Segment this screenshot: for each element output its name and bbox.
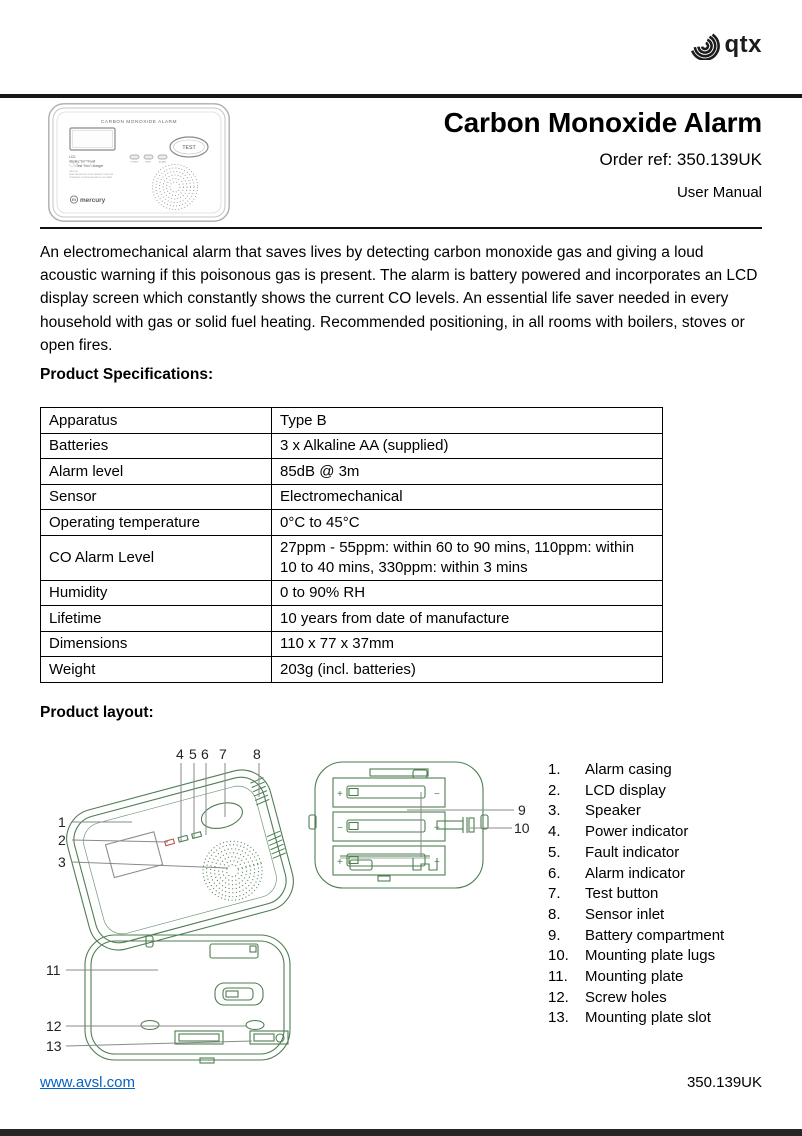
callout-8: 8 <box>253 746 261 762</box>
spec-label: Dimensions <box>41 631 272 657</box>
spec-label: Sensor <box>41 484 272 510</box>
caution-text-2: READ THE INSTRUCTIONS CAREFULLY BEFORE <box>69 174 114 176</box>
callout-12: 12 <box>46 1018 62 1034</box>
front-view-diagram <box>58 746 300 957</box>
website-link[interactable]: www.avsl.com <box>40 1074 136 1091</box>
list-item: 12. Screw holes <box>548 988 667 1006</box>
alarm-indicator-label: ALARM <box>159 161 166 164</box>
list-item: 1. Alarm casing <box>548 761 672 778</box>
mounting-plate-diagram <box>46 935 290 1063</box>
page-title: Carbon Monoxide Alarm <box>443 107 762 138</box>
parts-list <box>548 760 724 1029</box>
mercury-logo-text: mercury <box>80 197 106 204</box>
spec-row <box>41 408 663 434</box>
spec-label: Apparatus <box>41 408 272 434</box>
sound-wave-icon <box>691 30 721 60</box>
title-block <box>444 108 762 201</box>
svg-text:−: − <box>434 857 440 868</box>
list-item: 3. Speaker <box>548 802 641 820</box>
spec-row <box>41 433 663 459</box>
spec-value: 203g (incl. batteries) <box>272 657 663 683</box>
callout-1: 1 <box>58 814 66 830</box>
specs-heading: Product Specifications: <box>40 366 214 383</box>
svg-text:+: + <box>337 857 343 868</box>
spec-row <box>41 484 663 510</box>
svg-text:+: + <box>434 823 440 834</box>
callout-2: 2 <box>58 832 66 848</box>
list-item: 7. Test button <box>548 885 659 903</box>
spec-label: Operating temperature <box>41 510 272 536</box>
svg-text:−: − <box>337 823 343 834</box>
lcd-text-2: display:"Err"=Fault <box>69 159 96 164</box>
spec-value: 0°C to 45°C <box>272 510 663 536</box>
lcd-text-1: LCD <box>69 155 76 159</box>
screw-hole-right <box>246 1021 264 1030</box>
spec-row <box>41 657 663 683</box>
lcd-display <box>70 128 115 150</box>
footer-order-ref: 350.139UK <box>686 1074 762 1091</box>
spec-row <box>41 606 663 632</box>
spec-row <box>41 510 663 536</box>
layout-figure <box>40 745 545 1075</box>
spec-value: 110 x 77 x 37mm <box>272 631 663 657</box>
spec-value: 3 x Alkaline AA (supplied) <box>272 433 663 459</box>
callout-9: 9 <box>518 802 526 818</box>
hero-divider <box>40 227 762 229</box>
layout-heading: Product layout: <box>40 704 154 721</box>
svg-text:−: − <box>434 789 440 800</box>
product-photo <box>48 103 230 222</box>
spec-label: Batteries <box>41 433 272 459</box>
order-ref: Order ref: 350.139UK <box>599 150 762 169</box>
list-item: 13. Mounting plate slot <box>548 1009 711 1027</box>
list-item: 4. Power indicator <box>548 823 689 841</box>
callout-13: 13 <box>46 1038 62 1054</box>
list-item: 2. LCD display <box>548 781 666 799</box>
spec-row <box>41 459 663 485</box>
svg-text:+: + <box>337 789 343 800</box>
spec-label: Weight <box>41 657 272 683</box>
caution-text-3: OPERATING OR SERVICING AND DO NOT PAINT <box>69 177 113 179</box>
spec-value: 10 years from date of manufacture <box>272 606 663 632</box>
spec-label: Alarm level <box>41 459 272 485</box>
test-button-label: TEST <box>182 145 196 151</box>
fault-led-shape <box>178 835 188 842</box>
spec-row <box>41 535 663 580</box>
back-view-diagram <box>309 762 530 888</box>
list-item: 11. Mounting plate <box>548 968 684 986</box>
list-item: 8. Sensor inlet <box>548 905 665 923</box>
brand-text: qtx <box>724 31 762 58</box>
callout-3: 3 <box>58 854 66 870</box>
callout-7: 7 <box>219 746 227 762</box>
alarm-led-shape <box>192 832 202 839</box>
fault-indicator-label: FAULT <box>145 161 152 164</box>
specs-table <box>40 407 663 683</box>
mercury-logo <box>70 196 105 204</box>
svg-text:m: m <box>72 197 76 203</box>
mounting-lug-shape <box>437 817 474 833</box>
spec-value: 85dB @ 3m <box>272 459 663 485</box>
qtx-logo <box>691 30 763 60</box>
sensor-vents-shape <box>250 777 286 859</box>
list-item: 9. Battery compartment <box>548 926 725 944</box>
spec-value: Type B <box>272 408 663 434</box>
list-item: 5. Fault indicator <box>548 843 680 861</box>
callout-11: 11 <box>46 962 61 978</box>
indicator-leds <box>130 155 167 159</box>
spec-row <box>41 580 663 606</box>
speaker-shape <box>196 835 268 907</box>
test-button <box>170 137 208 157</box>
page-bottom-bar <box>0 1129 802 1136</box>
callout-10: 10 <box>514 820 530 836</box>
lcd-text-3: "---"=Test "Hco"=Danger <box>69 164 104 169</box>
power-indicator-label: POWER <box>130 161 139 164</box>
spec-label: Humidity <box>41 580 272 606</box>
spec-value: Electromechanical <box>272 484 663 510</box>
list-item: 10. Mounting plate lugs <box>548 947 716 965</box>
spec-label: CO Alarm Level <box>41 535 272 580</box>
keyhole-shape <box>215 983 263 1005</box>
intro-paragraph: An electromechanical alarm that saves lives by detecting carbon monoxide gas and giving a loud acoustic warning if this poisonous gas is present. The alarm is battery powered and incorporates an LCD display screen which constantly shows the current CO levels. An essential life saver needed in every household with gas or solid fuel heating. Recommended positioning, in all rooms with boilers, stoves or open fires. <box>40 244 758 354</box>
spec-label: Lifetime <box>41 606 272 632</box>
doc-type: User Manual <box>676 184 762 201</box>
spec-value: 0 to 90% RH <box>272 580 663 606</box>
header-rule <box>0 94 802 98</box>
spec-value: 27ppm - 55ppm: within 60 to 90 mins, 110ppm: within 10 to 40 mins, 330ppm: within 3 mins <box>272 535 663 580</box>
battery-slot-2 <box>333 812 445 841</box>
list-item: 6. Alarm indicator <box>548 864 686 882</box>
spec-row <box>41 631 663 657</box>
lcd-display-shape <box>106 832 163 878</box>
screw-hole-left <box>141 1021 159 1030</box>
device-name-label: CARBON MONOXIDE ALARM <box>100 120 178 125</box>
caution-text-1: CAUTION: <box>69 171 79 173</box>
callout-6: 6 <box>201 746 209 762</box>
battery-slot-1 <box>333 778 445 807</box>
callout-5: 5 <box>189 746 197 762</box>
callout-4: 4 <box>176 746 184 762</box>
